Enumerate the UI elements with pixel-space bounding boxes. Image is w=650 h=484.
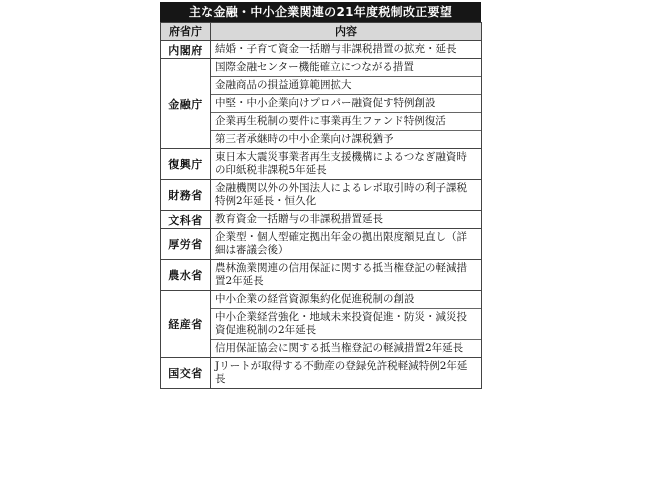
ministry-cell: 経産省 — [161, 291, 211, 358]
requests-table — [160, 22, 482, 389]
request-item: 教育資金一括贈与の非課税措置延長 — [215, 213, 383, 225]
ministry-cell: 内閣府 — [161, 41, 211, 59]
request-item: 東日本大震災事業者再生支援機構によるつなぎ融資時の印紙税非課税5年延長 — [215, 151, 467, 176]
request-item: 中堅・中小企業向けプロパー融資促す特例創設 — [211, 95, 481, 113]
request-item: 企業再生税制の要件に事業再生ファンド特例復活 — [211, 113, 481, 131]
content-cell — [211, 358, 482, 389]
table-row — [161, 180, 482, 211]
ministry-cell: 文科省 — [161, 211, 211, 229]
table-row — [161, 358, 482, 389]
ministry-cell: 金融庁 — [161, 59, 211, 149]
header-ministry: 府省庁 — [161, 23, 211, 41]
content-cell — [211, 59, 482, 149]
content-cell — [211, 149, 482, 180]
request-item: Jリートが取得する不動産の登録免許税軽減特例2年延長 — [215, 360, 468, 385]
table-row — [161, 41, 482, 59]
ministry-cell: 財務省 — [161, 180, 211, 211]
table-title: 主な金融・中小企業関連の21年度税制改正要望 — [160, 2, 481, 22]
request-item: 国際金融センター機能確立につながる措置 — [215, 61, 414, 73]
table-body — [161, 41, 482, 389]
table-row — [161, 260, 482, 291]
content-cell — [211, 211, 482, 229]
content-cell — [211, 260, 482, 291]
content-cell — [211, 180, 482, 211]
table-row — [161, 291, 482, 358]
request-item: 中小企業の経営資源集約化促進税制の創設 — [215, 293, 415, 305]
table-row — [161, 59, 482, 149]
tax-reform-table-figure — [160, 2, 481, 389]
request-item: 金融機関以外の外国法人によるレポ取引時の利子課税特例2年延長・恒久化 — [215, 182, 467, 207]
ministry-cell: 厚労省 — [161, 229, 211, 260]
request-item: 企業型・個人型確定拠出年金の拠出限度額見直し（詳細は審議会後） — [215, 231, 467, 256]
table-row — [161, 149, 482, 180]
request-item: 中小企業経営強化・地域未来投資促進・防災・減災投資促進税制の2年延長 — [211, 309, 481, 340]
table-row — [161, 211, 482, 229]
ministry-cell: 国交省 — [161, 358, 211, 389]
content-cell — [211, 41, 482, 59]
request-item: 信用保証協会に関する抵当権登記の軽減措置2年延長 — [211, 340, 481, 358]
request-item: 農林漁業関連の信用保証に関する抵当権登記の軽減措置2年延長 — [215, 262, 467, 287]
content-cell — [211, 291, 482, 358]
request-item: 金融商品の損益通算範囲拡大 — [211, 77, 481, 95]
ministry-cell: 農水省 — [161, 260, 211, 291]
header-row — [161, 23, 482, 41]
table-row — [161, 229, 482, 260]
header-content: 内容 — [211, 23, 482, 41]
request-item: 結婚・子育て資金一括贈与非課税措置の拡充・延長 — [215, 43, 457, 55]
ministry-cell: 復興庁 — [161, 149, 211, 180]
request-item: 第三者承継時の中小企業向け課税猶予 — [211, 131, 481, 149]
content-cell — [211, 229, 482, 260]
